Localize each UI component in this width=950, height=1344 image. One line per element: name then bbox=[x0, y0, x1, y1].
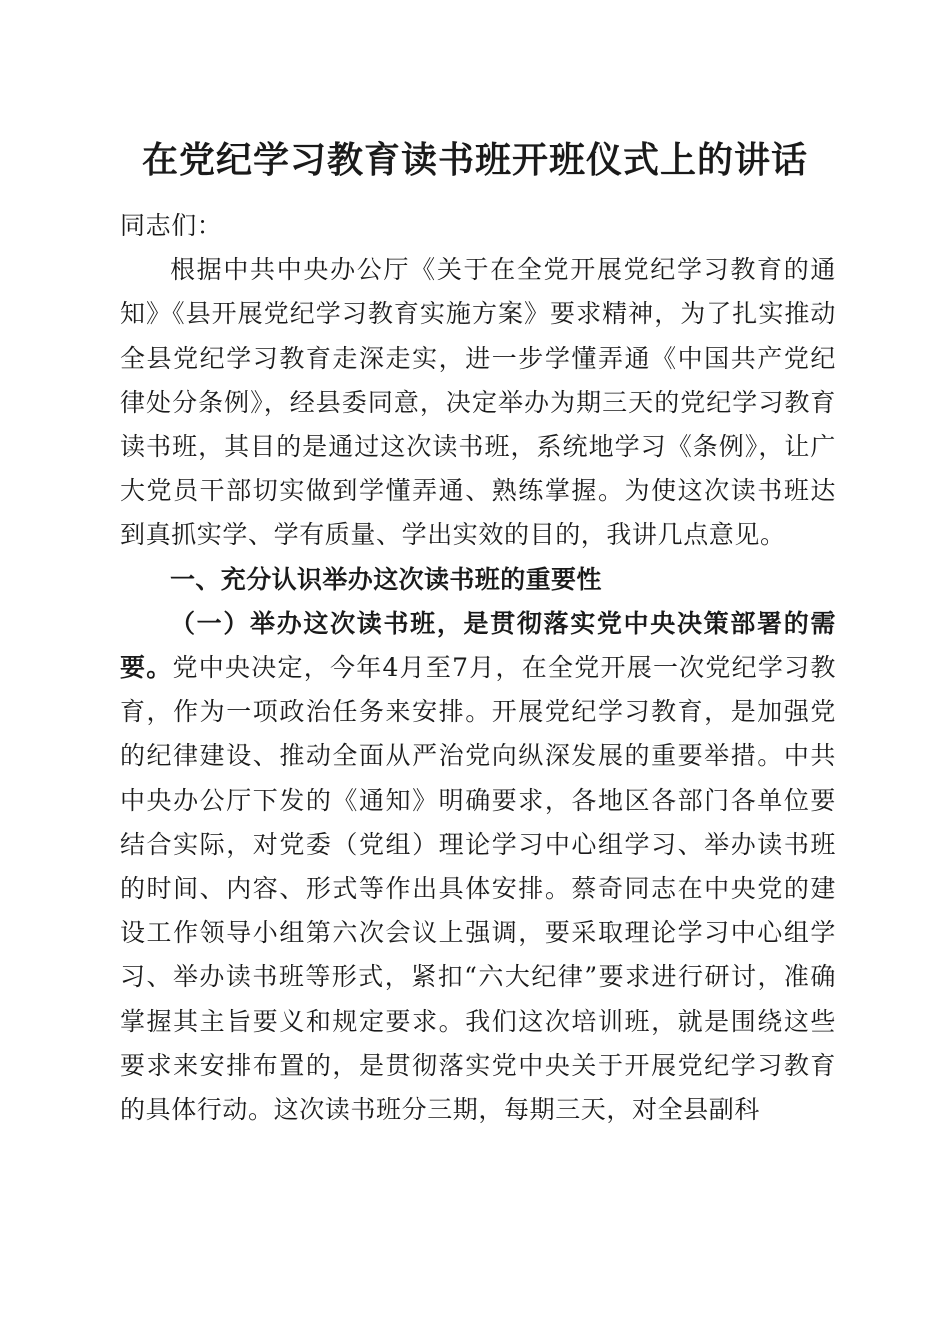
document-title: 在党纪学习教育读书班开班仪式上的讲话 bbox=[141, 139, 808, 181]
subsection-heading: （一）举办这次读书班，是贯彻落实党中央决策部署的需要。 bbox=[120, 608, 836, 683]
section-heading: 一、充分认识举办这次读书班的重要性 bbox=[170, 564, 602, 594]
intro-paragraph: 根据中共中央办公厅《关于在全党开展党纪学习教育的通知》《县开展党纪学习教育实施方案》要求精神，为了扎实推动全县党纪学习教育走深走实，进一步学懂弄通《中国共产党纪律处分条例》，经县委同意，决定举办为期三天的党纪学习教育读书班，其目的是通过这次读书班，系统地学习《条例》，让广大党员干部切实做到学懂弄通、熟练掌握。为使这次读书班达到真抓实学、学有质量、学出实效的目的，我讲几点意见。 bbox=[120, 255, 836, 550]
document-body bbox=[120, 204, 836, 1132]
salutation: 同志们： bbox=[120, 211, 223, 240]
subsection-paragraph bbox=[120, 602, 836, 1132]
subsection-body: 党中央决定，今年4月至7月，在全党开展一次党纪学习教育，作为一项政治任务来安排。开展党纪学习教育，是加强党的纪律建设、推动全面从严治党向纵深发展的重要举措。中共中央办公厅下发的《通知》明确要求，各地区各部门各单位要结合实际，对党委（党组）理论学习中心组学习、举办读书班的时间、内容、形式等作出具体安排。蔡奇同志在中央党的建设工作领导小组第六次会议上强调，要采取理论学习中心组学习、举办读书班等形式，紧扣“六大纪律”要求进行研讨，准确掌握其主旨要义和规定要求。我们这次培训班，就是围绕这些要求来安排布置的，是贯彻落实党中央关于开展党纪学习教育的具体行动。这次读书班分三期，每期三天，对全县副科 bbox=[120, 653, 837, 1125]
